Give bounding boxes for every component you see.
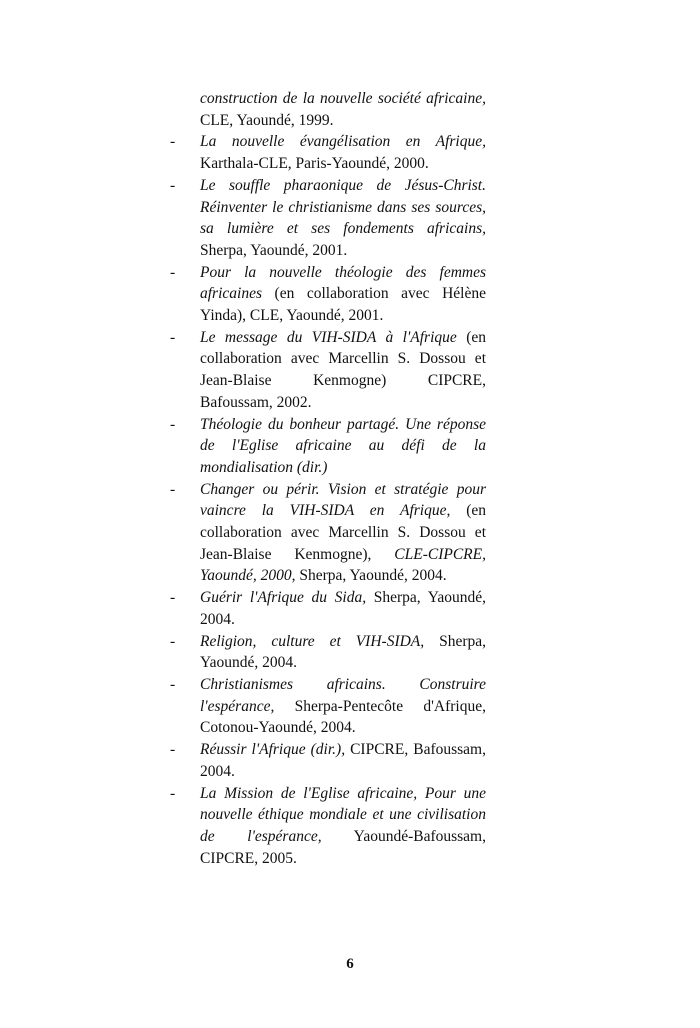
work-title: Christianismes africains. Construire l'espérance, — [200, 675, 486, 715]
work-title: Religion, culture et VIH-SIDA, — [200, 632, 425, 650]
list-dash: - — [170, 328, 176, 346]
bibliography-entry — [170, 175, 486, 262]
publisher-info: Sherpa, Yaoundé, 2001. — [200, 241, 348, 259]
list-dash: - — [170, 133, 176, 151]
publisher-info: CIPCRE, Bafoussam, 2004. — [200, 741, 486, 780]
publisher-info: Karthala-CLE, Paris-Yaoundé, 2000. — [200, 155, 429, 173]
work-title-extra: CLE-CIPCRE, Yaoundé, 2000, — [200, 545, 486, 585]
list-dash: - — [170, 415, 176, 433]
publisher-info: Yaoundé-Bafoussam, CIPCRE, 2005. — [200, 827, 486, 867]
list-dash: - — [170, 741, 176, 759]
list-dash: - — [170, 176, 176, 194]
work-title: La nouvelle évangélisation en Afrique, — [200, 133, 486, 151]
bibliography-entry — [170, 631, 486, 674]
work-title: Guérir l'Afrique du Sida, — [200, 589, 367, 607]
bibliography-entry — [170, 479, 486, 588]
bibliography-entry — [170, 262, 486, 327]
work-title: Pour la nouvelle théologie des femmes africaines — [200, 263, 486, 303]
publisher-info-extra: Sherpa, Yaoundé, 2004. — [295, 567, 447, 585]
bibliography-entry — [170, 587, 486, 630]
work-title: Réussir l'Afrique (dir.), — [200, 741, 346, 759]
bibliography-entry — [170, 327, 486, 414]
bibliography-list — [170, 88, 486, 869]
work-title: Le souffle pharaonique de Jésus-Christ. Réinventer le christianisme dans ses sources, sa lumière et ses fondements africains, — [200, 176, 486, 238]
publisher-info: CLE, Yaoundé, 1999. — [200, 111, 334, 129]
publisher-info: (en collaboration avec Marcellin S. Dossou et Jean-Blaise Kenmogne), — [200, 502, 486, 563]
publisher-info: Sherpa, Yaoundé, 2004. — [200, 589, 486, 628]
work-title: Théologie du bonheur partagé. Une réponse de l'Eglise africaine au défi de la mondialisation (dir.) — [200, 415, 486, 476]
work-title: construction de la nouvelle société africaine, — [200, 90, 486, 107]
work-title: La Mission de l'Eglise africaine, Pour une nouvelle éthique mondiale et une civilisation de l'espérance, — [200, 784, 486, 845]
publisher-info: (en collaboration avec Marcellin S. Dossou et Jean-Blaise Kenmogne) CIPCRE, Bafoussam, 2002. — [200, 328, 486, 411]
work-title: Le message du VIH-SIDA à l'Afrique — [200, 328, 457, 346]
bibliography-entry — [170, 414, 486, 479]
list-dash: - — [170, 675, 176, 693]
bibliography-entry — [170, 783, 486, 870]
page-number: 6 — [346, 956, 354, 972]
bibliography-entry-continuation — [170, 88, 486, 131]
list-dash: - — [170, 589, 176, 607]
publisher-info: Sherpa, Yaoundé, 2004. — [200, 632, 486, 672]
bibliography-entry — [170, 131, 486, 174]
list-dash: - — [170, 784, 176, 802]
list-dash: - — [170, 263, 176, 281]
work-title: Changer ou périr. Vision et stratégie pour vaincre la VIH-SIDA en Afrique, — [200, 480, 486, 520]
list-dash: - — [170, 480, 176, 498]
publisher-info: (en collaboration avec Hélène Yinda), CLE, Yaoundé, 2001. — [200, 285, 486, 325]
list-dash: - — [170, 632, 176, 650]
bibliography-entry — [170, 674, 486, 739]
bibliography-entry — [170, 739, 486, 782]
publisher-info: Sherpa-Pentecôte d'Afrique, Cotonou-Yaoundé, 2004. — [200, 697, 486, 737]
